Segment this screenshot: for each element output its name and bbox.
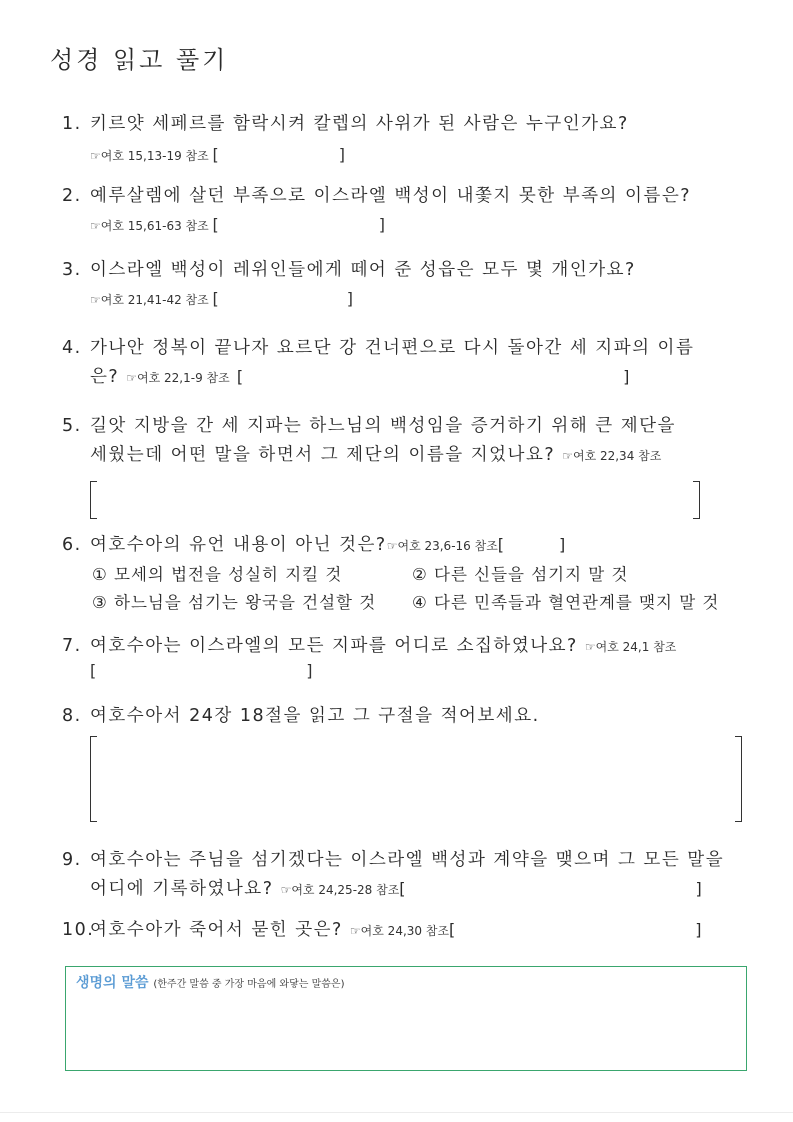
question-number: 9. bbox=[62, 850, 82, 870]
question-text-line1: 여호수아는 주님을 섬기겠다는 이스라엘 백성과 계약을 맺으며 그 모든 말을 bbox=[90, 850, 725, 870]
reference: ☞여호 15,61-63 참조 bbox=[90, 219, 209, 233]
answer-box-right-bracket[interactable] bbox=[693, 481, 700, 519]
answer-bracket-open[interactable]: [ bbox=[90, 661, 97, 680]
question-5-line2 bbox=[90, 441, 661, 471]
answer-bracket-close[interactable]: ] bbox=[559, 535, 566, 554]
question-text: 여호수아는 이스라엘의 모든 지파를 어디로 소집하였나요? bbox=[90, 636, 578, 656]
question-5 bbox=[62, 412, 676, 441]
option-1: ① 모세의 법전을 성실히 지킬 것 bbox=[92, 565, 343, 584]
reference: ☞여호 15,13-19 참조 bbox=[90, 149, 209, 163]
word-of-life-subtitle: (한주간 말씀 중 가장 마음에 와닿는 말씀은) bbox=[153, 979, 345, 990]
question-text-line1: 가나안 정복이 끝나자 요르단 강 건너편으로 다시 돌아간 세 지파의 이름 bbox=[90, 338, 695, 358]
question-number: 2. bbox=[62, 186, 82, 206]
reference: ☞여호 21,41-42 참조 bbox=[90, 293, 209, 307]
question-4 bbox=[62, 334, 694, 363]
reference: ☞여호 24,25-28 참조 bbox=[280, 883, 400, 897]
word-of-life-heading: 생명의 말씀 bbox=[76, 975, 149, 991]
page-title: 성경 읽고 풀기 bbox=[50, 46, 229, 74]
answer-box-right-bracket[interactable] bbox=[735, 736, 742, 822]
answer-box-left-bracket[interactable] bbox=[90, 481, 97, 519]
question-text: 여호수아서 24장 18절을 읽고 그 구절을 적어보세요. bbox=[90, 706, 540, 726]
question-text: 여호수아가 죽어서 묻힌 곳은? bbox=[90, 920, 343, 940]
question-6 bbox=[62, 530, 565, 561]
answer-bracket-open[interactable]: [ bbox=[212, 289, 219, 308]
reference: ☞여호 22,34 참조 bbox=[562, 449, 662, 463]
question-7-answer-line bbox=[90, 661, 313, 680]
question-10 bbox=[62, 915, 702, 946]
reference: ☞여호 22,1-9 참조 bbox=[126, 371, 230, 385]
page-bottom-divider bbox=[0, 1112, 793, 1113]
question-number: 10. bbox=[62, 920, 95, 940]
question-text: 이스라엘 백성이 레위인들에게 떼어 준 성읍은 모두 몇 개인가요? bbox=[90, 260, 636, 280]
question-3 bbox=[62, 256, 636, 285]
word-of-life-box[interactable] bbox=[65, 966, 747, 1071]
question-1-ref-line bbox=[90, 145, 345, 164]
question-number: 4. bbox=[62, 338, 82, 358]
question-text: 키르얏 세페르를 함락시켜 칼렙의 사위가 된 사람은 누구인가요? bbox=[90, 114, 629, 134]
answer-bracket-close[interactable]: ] bbox=[695, 920, 702, 939]
answer-box-left-bracket[interactable] bbox=[90, 736, 97, 822]
answer-bracket-open[interactable]: [ bbox=[236, 367, 244, 386]
question-8 bbox=[62, 702, 540, 731]
answer-bracket-open[interactable]: [ bbox=[449, 920, 456, 939]
answer-bracket-close[interactable]: ] bbox=[378, 215, 386, 234]
question-4-line2 bbox=[90, 362, 629, 393]
answer-bracket-close[interactable]: ] bbox=[695, 879, 702, 898]
question-3-ref-line bbox=[90, 289, 353, 308]
question-text: 예루살렘에 살던 부족으로 이스라엘 백성이 내쫓지 못한 부족의 이름은? bbox=[90, 186, 692, 206]
option-2: ② 다른 신들을 섬기지 말 것 bbox=[412, 565, 629, 584]
answer-bracket-close[interactable]: ] bbox=[306, 661, 313, 680]
question-number: 6. bbox=[62, 535, 82, 555]
answer-bracket-close[interactable]: ] bbox=[623, 367, 630, 386]
question-number: 8. bbox=[62, 706, 82, 726]
question-9 bbox=[62, 846, 724, 875]
question-number: 3. bbox=[62, 260, 82, 280]
option-4: ④ 다른 민족들과 혈연관계를 맺지 말 것 bbox=[412, 593, 720, 612]
question-text-line2: 어디에 기록하였나요? bbox=[90, 879, 274, 899]
option-3: ③ 하느님을 섬기는 왕국을 건설할 것 bbox=[92, 593, 377, 612]
answer-bracket-open[interactable]: [ bbox=[212, 215, 219, 234]
question-number: 7. bbox=[62, 636, 82, 656]
question-text: 여호수아의 유언 내용이 아닌 것은? bbox=[90, 535, 387, 555]
question-number: 1. bbox=[62, 114, 82, 134]
answer-bracket-open[interactable]: [ bbox=[212, 145, 219, 164]
question-1 bbox=[62, 110, 629, 139]
reference: ☞여호 24,1 참조 bbox=[584, 640, 677, 654]
question-2 bbox=[62, 182, 691, 211]
word-of-life-title bbox=[76, 972, 344, 992]
answer-bracket-open[interactable]: [ bbox=[497, 535, 505, 554]
question-text-line2: 은? bbox=[90, 367, 120, 387]
answer-bracket-close[interactable]: ] bbox=[346, 289, 354, 308]
question-text-line2: 세웠는데 어떤 말을 하면서 그 제단의 이름을 지었나요? bbox=[90, 445, 556, 465]
question-number: 5. bbox=[62, 416, 82, 436]
reference: ☞여호 23,6-16 참조 bbox=[386, 539, 498, 553]
answer-bracket-open[interactable]: [ bbox=[399, 879, 406, 898]
question-7 bbox=[62, 632, 676, 662]
question-2-ref-line bbox=[90, 215, 385, 234]
question-9-line2 bbox=[90, 874, 702, 905]
answer-bracket-close[interactable]: ] bbox=[338, 145, 346, 164]
question-text-line1: 길앗 지방을 간 세 지파는 하느님의 백성임을 증거하기 위해 큰 제단을 bbox=[90, 416, 676, 436]
reference: ☞여호 24,30 참조 bbox=[349, 924, 450, 938]
